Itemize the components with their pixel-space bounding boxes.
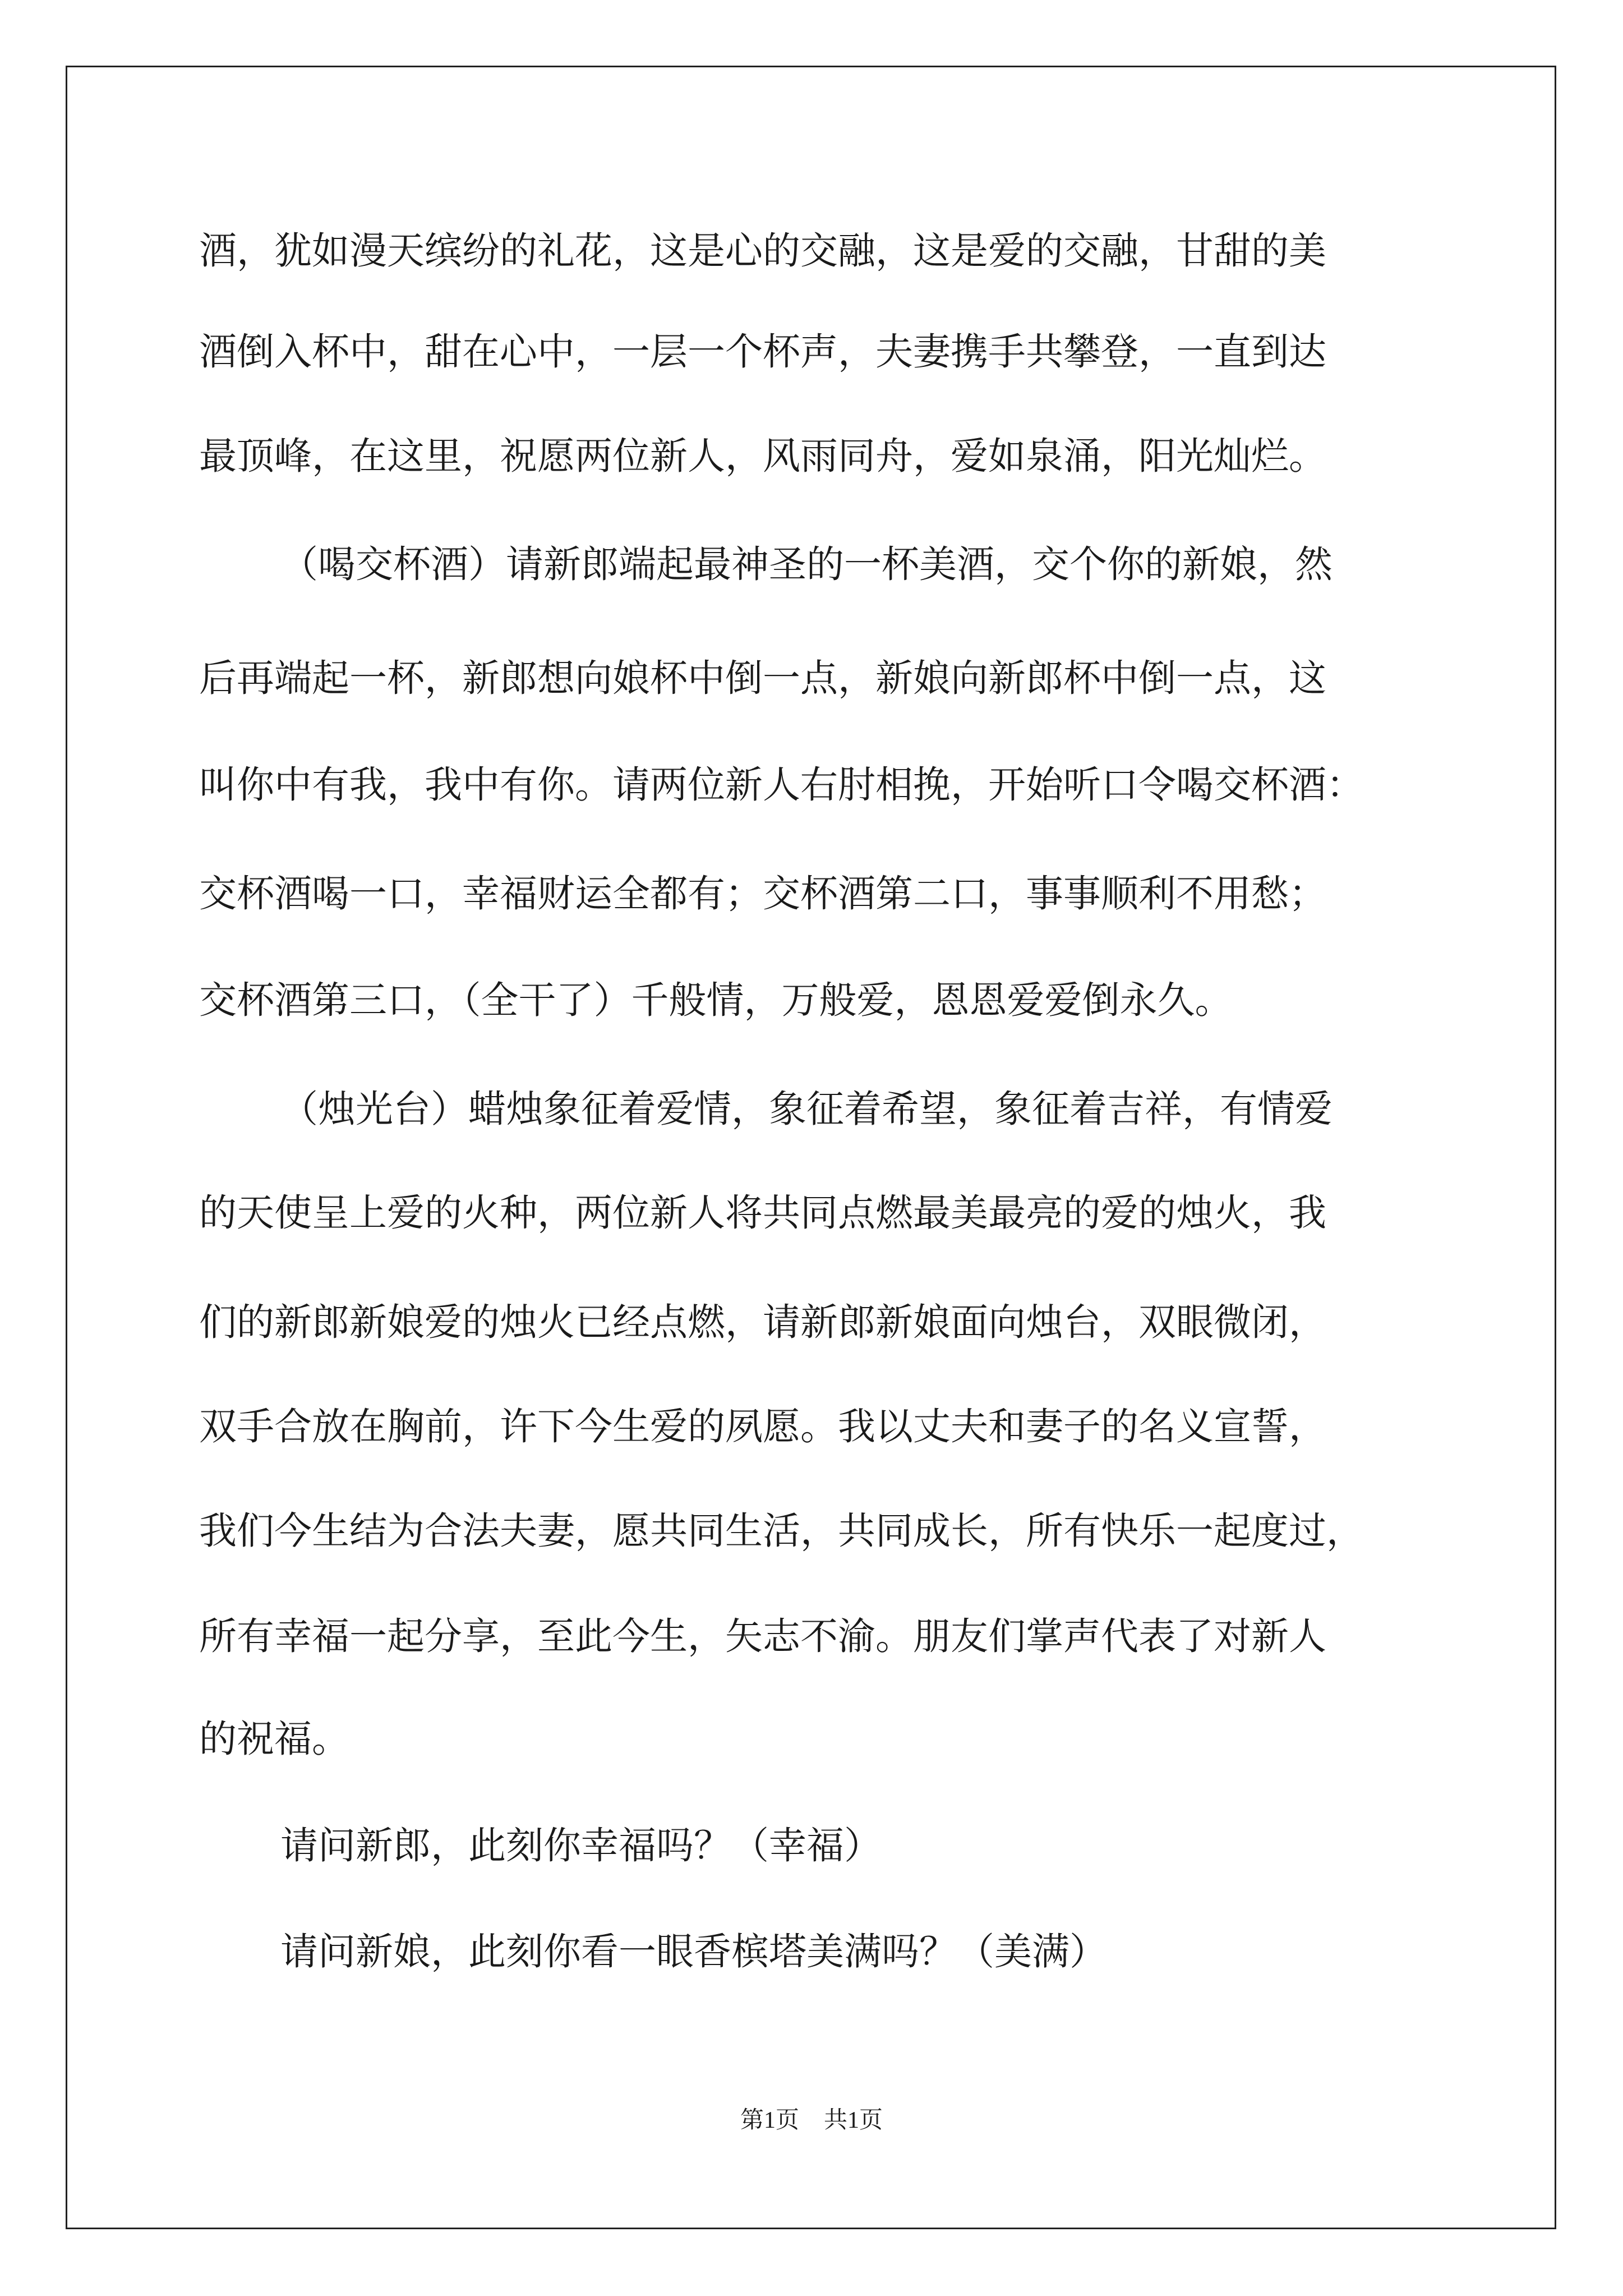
text-line: 双手合放在胸前，许下今生爱的夙愿。我以丈夫和妻子的名义宣誓，: [199, 1405, 1326, 1448]
page-border: [66, 66, 1556, 2229]
paragraph-start-line: （烛光台）蜡烛象征着爱情，象征着希望，象征着吉祥，有情爱: [280, 1087, 1332, 1131]
question-line: 请问新娘，此刻你看一眼香槟塔美满吗？（美满）: [280, 1930, 1107, 1973]
text-line: 的天使呈上爱的火种，两位新人将共同点燃最美最亮的爱的烛火，我: [199, 1191, 1326, 1235]
text-line: 交杯酒第三口，（全干了）千般情，万般爱，恩恩爱爱倒永久。: [199, 978, 1233, 1022]
text-line: 酒倒入杯中，甜在心中，一层一个杯声，夫妻携手共攀登，一直到达: [199, 330, 1326, 374]
question-line: 请问新郎，此刻你幸福吗？（幸福）: [280, 1824, 882, 1867]
text-line: 们的新郎新娘爱的烛火已经点燃，请新郎新娘面向烛台，双眼微闭，: [199, 1300, 1326, 1344]
text-line: 的祝福。: [199, 1717, 349, 1761]
text-line: 交杯酒喝一口，幸福财运全都有；交杯酒第二口，事事顺利不用愁；: [199, 872, 1326, 915]
text-line: 我们今生结为合法夫妻，愿共同生活，共同成长，所有快乐一起度过，: [199, 1509, 1364, 1553]
text-line: 酒，犹如漫天缤纷的礼花，这是心的交融，这是爱的交融，甘甜的美: [199, 229, 1326, 273]
text-line: 叫你中有我，我中有你。请两位新人右肘相挽，开始听口令喝交杯酒：: [199, 763, 1364, 807]
page-total: 共1页: [824, 2108, 883, 2133]
page-number: 第1页: [740, 2108, 799, 2133]
text-line: 最顶峰，在这里，祝愿两位新人，风雨同舟，爱如泉涌，阳光灿烂。: [199, 434, 1326, 478]
page-footer: [0, 2104, 1623, 2137]
text-line: 所有幸福一起分享，至此今生，矢志不渝。朋友们掌声代表了对新人: [199, 1614, 1326, 1658]
text-line: 后再端起一杯，新郎想向娘杯中倒一点，新娘向新郎杯中倒一点，这: [199, 656, 1326, 700]
paragraph-start-line: （喝交杯酒）请新郎端起最神圣的一杯美酒，交个你的新娘，然: [280, 542, 1332, 586]
